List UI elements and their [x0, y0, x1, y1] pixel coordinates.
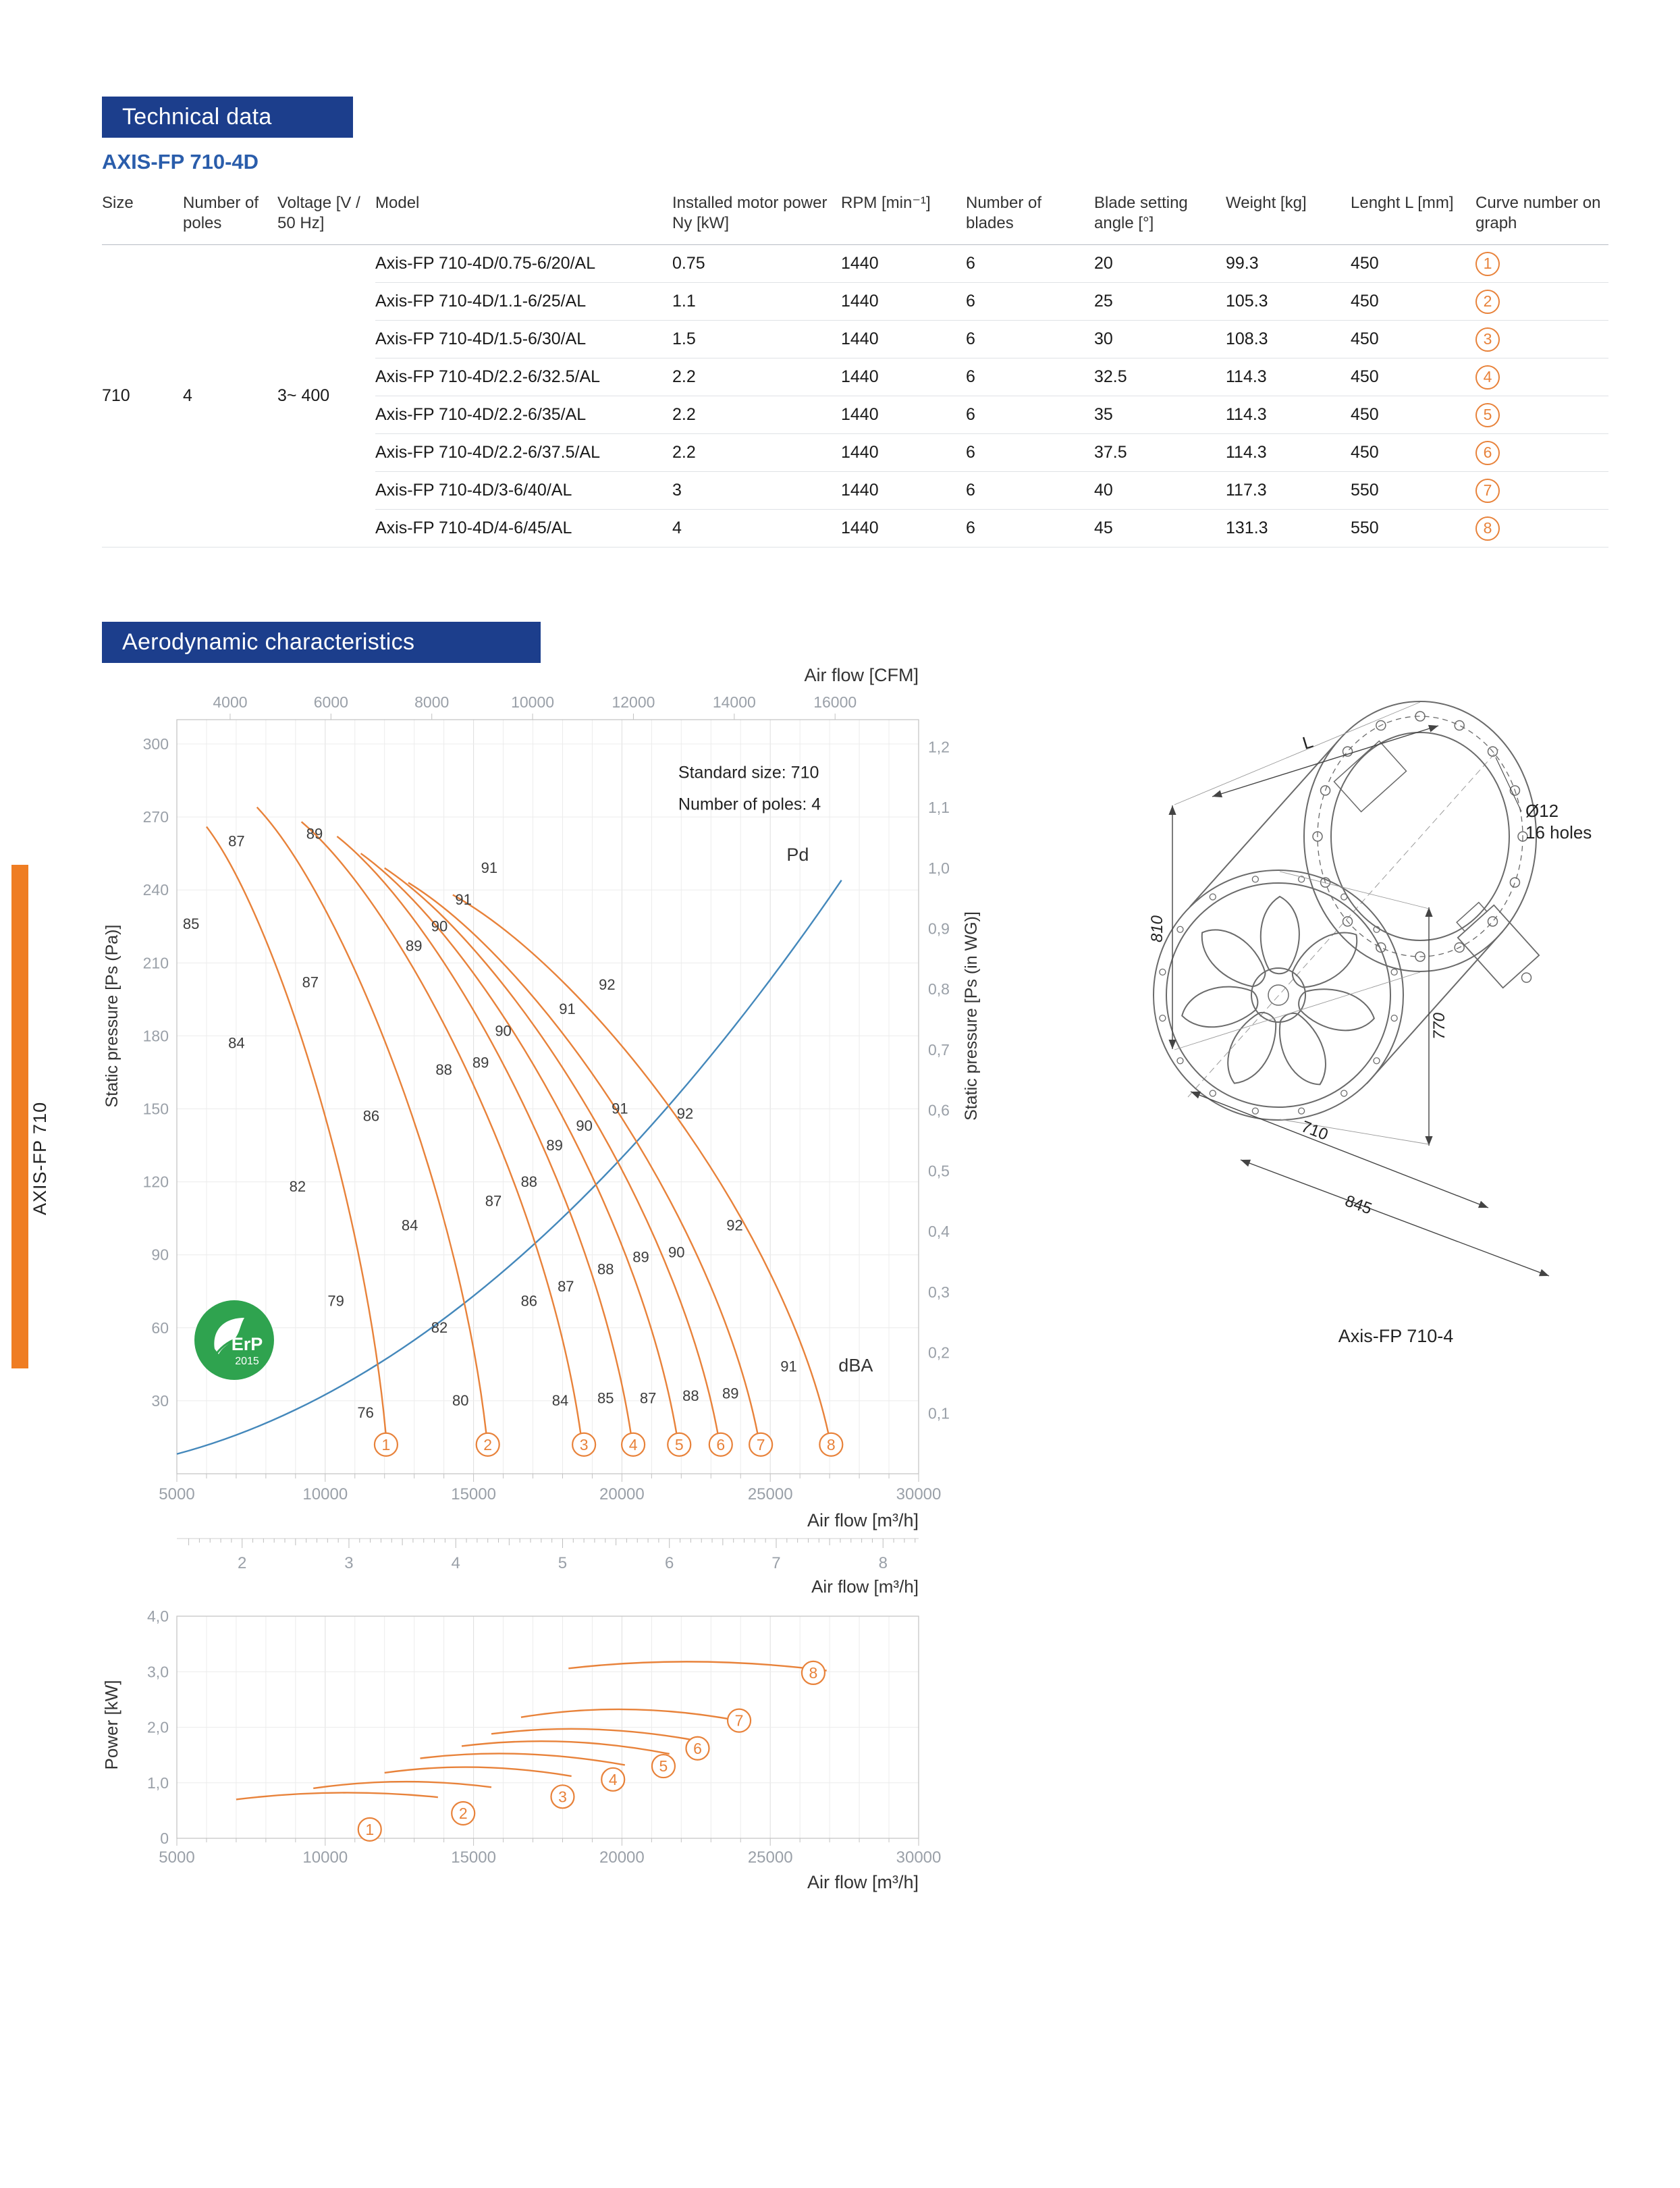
svg-text:0: 0	[160, 1830, 169, 1847]
svg-text:8000: 8000	[414, 693, 450, 711]
svg-text:90: 90	[151, 1246, 169, 1264]
curve-number-badge: 7	[1475, 479, 1500, 503]
ext-770-top	[1280, 872, 1429, 909]
technical-data-title: Technical data	[122, 104, 272, 130]
svg-text:0,4: 0,4	[928, 1223, 950, 1241]
svg-text:90: 90	[668, 1244, 685, 1261]
svg-text:90: 90	[576, 1117, 593, 1134]
svg-text:2: 2	[458, 1804, 468, 1822]
curve-number-badge: 5	[1475, 403, 1500, 427]
aero-banner	[102, 622, 541, 663]
curve-number-badge: 4	[1475, 365, 1500, 390]
column-header: Voltage [V / 50 Hz]	[277, 186, 375, 245]
svg-text:88: 88	[520, 1173, 538, 1190]
terminal-box	[1334, 741, 1406, 812]
svg-text:89: 89	[405, 937, 423, 955]
svg-text:0,9: 0,9	[928, 919, 950, 938]
svg-text:85: 85	[597, 1389, 614, 1407]
curve-number-badge: 8	[1475, 516, 1500, 541]
pressure-flow-chart	[94, 665, 999, 1549]
power-curve-markers	[358, 1661, 825, 1841]
cell-angle: 20	[1094, 245, 1226, 283]
cell-model: Axis-FP 710-4D/3-6/40/AL	[375, 472, 672, 510]
column-header: Weight [kg]	[1226, 186, 1351, 245]
svg-text:87: 87	[228, 832, 245, 850]
cell-curve-number	[1475, 510, 1608, 548]
cell-length: 550	[1351, 510, 1475, 548]
svg-text:0,5: 0,5	[928, 1162, 950, 1180]
cell-weight: 105.3	[1226, 283, 1351, 321]
front-ring	[1166, 883, 1390, 1107]
svg-text:2: 2	[238, 1554, 247, 1572]
cell-rpm: 1440	[841, 283, 966, 321]
svg-text:10000: 10000	[302, 1485, 348, 1503]
cell-blades: 6	[966, 472, 1094, 510]
svg-text:91: 91	[481, 859, 498, 877]
shared-voltage: 3~ 400	[277, 245, 375, 548]
svg-text:91: 91	[612, 1100, 628, 1117]
svg-text:6: 6	[665, 1554, 674, 1572]
cell-rpm: 1440	[841, 396, 966, 434]
svg-text:4,0: 4,0	[147, 1607, 169, 1625]
column-header: RPM [min⁻¹]	[841, 186, 966, 245]
erp-year: 2015	[235, 1356, 259, 1367]
svg-text:15000: 15000	[451, 1485, 496, 1503]
bottom-axis	[159, 1474, 941, 1503]
cell-curve-number	[1475, 396, 1608, 434]
svg-text:1,0: 1,0	[928, 859, 950, 877]
cell-weight: 131.3	[1226, 510, 1351, 548]
secondary-axis-title: Air flow [m³/h]	[811, 1576, 919, 1597]
cell-power: 1.5	[672, 321, 841, 358]
svg-text:86: 86	[520, 1292, 538, 1310]
svg-text:91: 91	[455, 890, 472, 908]
technical-table-body	[102, 245, 1608, 548]
svg-text:25000: 25000	[747, 1848, 793, 1867]
right-axis	[928, 738, 950, 1422]
cell-rpm: 1440	[841, 434, 966, 472]
cell-rpm: 1440	[841, 510, 966, 548]
cell-rpm: 1440	[841, 472, 966, 510]
svg-text:6: 6	[716, 1435, 726, 1453]
cell-power: 2.2	[672, 434, 841, 472]
cell-blades: 6	[966, 321, 1094, 358]
shared-poles: 4	[183, 245, 277, 548]
fan-technical-drawing	[1147, 695, 1620, 1411]
svg-text:8: 8	[878, 1554, 888, 1572]
dba-label: dBA	[838, 1355, 873, 1376]
cell-length: 550	[1351, 472, 1475, 510]
svg-text:14000: 14000	[712, 693, 756, 711]
cell-blades: 6	[966, 358, 1094, 396]
svg-text:5000: 5000	[159, 1848, 195, 1867]
svg-text:3: 3	[579, 1435, 589, 1453]
cell-weight: 108.3	[1226, 321, 1351, 358]
cell-length: 450	[1351, 245, 1475, 283]
svg-text:240: 240	[142, 881, 169, 899]
svg-text:25000: 25000	[747, 1485, 793, 1503]
svg-text:7: 7	[756, 1435, 765, 1453]
curve-number-badge: 2	[1475, 290, 1500, 314]
cell-model: Axis-FP 710-4D/4-6/45/AL	[375, 510, 672, 548]
fan-curve-8	[453, 895, 833, 1454]
poles-note: Number of poles: 4	[678, 795, 821, 814]
power-grid	[177, 1616, 919, 1838]
cell-weight: 114.3	[1226, 396, 1351, 434]
cfm-axis-title: Air flow [CFM]	[804, 665, 919, 685]
cell-rpm: 1440	[841, 321, 966, 358]
table-row	[102, 245, 1608, 283]
cell-power: 2.2	[672, 358, 841, 396]
fan-casing	[1154, 701, 1548, 1120]
casing-line-bottom	[1367, 932, 1502, 1084]
dim-label-810: 810	[1148, 915, 1166, 943]
svg-text:150: 150	[142, 1100, 169, 1118]
dim-label-845: 845	[1343, 1192, 1374, 1219]
svg-text:0,8: 0,8	[928, 980, 950, 998]
power-curve-5	[462, 1741, 670, 1754]
cell-model: Axis-FP 710-4D/2.2-6/35/AL	[375, 396, 672, 434]
leader-holes	[1496, 757, 1521, 811]
svg-text:84: 84	[551, 1392, 569, 1410]
svg-text:90: 90	[495, 1022, 512, 1040]
power-curve-1	[236, 1792, 438, 1799]
left-axis-title: Static pressure [Ps (Pa)]	[103, 924, 121, 1108]
svg-text:91: 91	[559, 1000, 576, 1017]
cell-model: Axis-FP 710-4D/1.1-6/25/AL	[375, 283, 672, 321]
svg-text:7: 7	[771, 1554, 781, 1572]
svg-text:10000: 10000	[302, 1848, 348, 1867]
erp-2015-badge	[192, 1298, 277, 1383]
power-y-axis	[147, 1607, 169, 1847]
bolt-circle-dashed	[1318, 716, 1523, 957]
svg-text:1,2: 1,2	[928, 738, 950, 756]
svg-text:90: 90	[431, 917, 448, 935]
svg-text:5: 5	[674, 1435, 684, 1453]
power-axis-title: Power [kW]	[101, 1680, 121, 1770]
svg-text:89: 89	[546, 1136, 563, 1154]
erp-label: ErP	[231, 1334, 263, 1354]
power-curve-8	[568, 1661, 826, 1670]
shared-size: 710	[102, 245, 183, 548]
cell-blades: 6	[966, 245, 1094, 283]
svg-text:30000: 30000	[896, 1848, 942, 1867]
column-header: Size	[102, 186, 183, 245]
cell-length: 450	[1351, 283, 1475, 321]
cell-model: Axis-FP 710-4D/0.75-6/20/AL	[375, 245, 672, 283]
svg-text:1,1: 1,1	[928, 799, 950, 817]
power-curve-7	[521, 1709, 749, 1723]
svg-text:5000: 5000	[159, 1485, 195, 1503]
column-header: Curve number on graph	[1475, 186, 1608, 245]
svg-text:1,0: 1,0	[147, 1773, 169, 1792]
column-header: Model	[375, 186, 672, 245]
svg-text:92: 92	[599, 976, 616, 993]
svg-text:0,7: 0,7	[928, 1040, 950, 1059]
svg-text:84: 84	[401, 1217, 418, 1234]
cell-curve-number	[1475, 245, 1608, 283]
svg-text:300: 300	[142, 735, 169, 753]
curve-number-badge: 1	[1475, 252, 1500, 276]
front-flange	[1154, 870, 1403, 1120]
cell-model: Axis-FP 710-4D/2.2-6/37.5/AL	[375, 434, 672, 472]
fan-curve-7	[405, 882, 761, 1454]
svg-text:88: 88	[682, 1387, 699, 1404]
cell-length: 450	[1351, 396, 1475, 434]
cell-blades: 6	[966, 510, 1094, 548]
dim-label-770: 770	[1430, 1012, 1448, 1040]
svg-text:3: 3	[558, 1788, 567, 1806]
svg-text:2: 2	[483, 1435, 493, 1453]
standard-size-note: Standard size: 710	[678, 763, 819, 782]
svg-text:20000: 20000	[599, 1848, 645, 1867]
cell-angle: 45	[1094, 510, 1226, 548]
side-accent-bar	[11, 865, 28, 1368]
svg-text:210: 210	[142, 954, 169, 972]
model-subtitle: AXIS-FP 710-4D	[102, 150, 259, 174]
svg-text:4: 4	[608, 1770, 618, 1788]
cell-length: 450	[1351, 358, 1475, 396]
cell-rpm: 1440	[841, 358, 966, 396]
power-curve-3	[385, 1767, 572, 1776]
power-flow-axis-title: Air flow [m³/h]	[807, 1872, 919, 1892]
column-header: Number of blades	[966, 186, 1094, 245]
svg-text:3,0: 3,0	[147, 1663, 169, 1681]
aero-title: Aerodynamic characteristics	[122, 629, 415, 655]
svg-text:89: 89	[632, 1248, 649, 1266]
svg-text:82: 82	[431, 1319, 448, 1337]
right-axis-title: Static pressure [Ps (in WG)]	[962, 911, 981, 1121]
rear-flange-inner	[1331, 732, 1509, 940]
cell-curve-number	[1475, 321, 1608, 358]
dim-line-845	[1241, 1160, 1549, 1276]
svg-text:0,6: 0,6	[928, 1101, 950, 1119]
column-header: Installed motor power Ny [kW]	[672, 186, 841, 245]
cell-weight: 117.3	[1226, 472, 1351, 510]
curve-number-badge: 6	[1475, 441, 1500, 465]
svg-text:89: 89	[722, 1385, 739, 1402]
power-x-axis	[159, 1838, 941, 1867]
column-header: Lenght L [mm]	[1351, 186, 1475, 245]
drawing-caption: Axis-FP 710-4	[1338, 1326, 1454, 1346]
svg-text:1: 1	[381, 1435, 391, 1453]
svg-text:20000: 20000	[599, 1485, 645, 1503]
dim-label-L: L	[1300, 730, 1316, 753]
cell-curve-number	[1475, 434, 1608, 472]
svg-text:30: 30	[151, 1391, 169, 1410]
pd-label: Pd	[786, 844, 809, 865]
svg-text:4000: 4000	[213, 693, 248, 711]
cell-blades: 6	[966, 396, 1094, 434]
svg-text:87: 87	[485, 1192, 502, 1210]
cell-curve-number	[1475, 472, 1608, 510]
svg-text:92: 92	[726, 1217, 743, 1234]
svg-text:5: 5	[558, 1554, 568, 1572]
cell-model: Axis-FP 710-4D/1.5-6/30/AL	[375, 321, 672, 358]
svg-text:86: 86	[362, 1107, 380, 1125]
svg-text:2,0: 2,0	[147, 1718, 169, 1736]
cell-angle: 25	[1094, 283, 1226, 321]
cell-weight: 99.3	[1226, 245, 1351, 283]
cfm-axis	[213, 693, 857, 720]
cell-curve-number	[1475, 358, 1608, 396]
secondary-flow-axis	[177, 1539, 919, 1572]
column-header: Number of poles	[183, 186, 277, 245]
svg-text:87: 87	[558, 1277, 574, 1295]
svg-text:89: 89	[472, 1054, 489, 1071]
casing-line-top	[1190, 741, 1338, 907]
dim-label-710: 710	[1299, 1117, 1331, 1144]
svg-text:120: 120	[142, 1173, 169, 1191]
side-product-label: AXIS-FP 710	[30, 1101, 50, 1215]
svg-text:4: 4	[628, 1435, 638, 1453]
cell-model: Axis-FP 710-4D/2.2-6/32.5/AL	[375, 358, 672, 396]
svg-text:3: 3	[344, 1554, 354, 1572]
cell-power: 2.2	[672, 396, 841, 434]
svg-text:82: 82	[289, 1178, 306, 1196]
svg-text:76: 76	[357, 1404, 374, 1422]
svg-text:79: 79	[327, 1292, 344, 1310]
cell-power: 4	[672, 510, 841, 548]
cell-weight: 114.3	[1226, 358, 1351, 396]
fan-curve-6	[385, 868, 722, 1454]
dimension-lines	[1172, 702, 1549, 1276]
svg-text:89: 89	[306, 825, 323, 843]
svg-text:84: 84	[228, 1034, 245, 1052]
cell-angle: 40	[1094, 472, 1226, 510]
dim-line-710	[1191, 1092, 1488, 1208]
hub-center	[1268, 985, 1289, 1005]
fan-curves	[207, 807, 833, 1454]
flow-axis-title: Air flow [m³/h]	[807, 1510, 919, 1530]
svg-text:0,3: 0,3	[928, 1283, 950, 1301]
cell-angle: 37.5	[1094, 434, 1226, 472]
curve-number-markers	[375, 1433, 842, 1456]
cell-power: 0.75	[672, 245, 841, 283]
svg-text:4: 4	[451, 1554, 460, 1572]
cell-rpm: 1440	[841, 245, 966, 283]
bolt-holes	[1313, 712, 1527, 961]
svg-text:60: 60	[151, 1318, 169, 1337]
svg-text:180: 180	[142, 1027, 169, 1045]
svg-text:88: 88	[597, 1260, 614, 1278]
cell-power: 1.1	[672, 283, 841, 321]
svg-text:92: 92	[676, 1104, 694, 1122]
hole-count-label: 16 holes	[1525, 822, 1592, 843]
svg-text:10000: 10000	[511, 693, 555, 711]
svg-text:0,1: 0,1	[928, 1404, 950, 1422]
svg-text:15000: 15000	[451, 1848, 496, 1867]
svg-text:270: 270	[142, 808, 169, 826]
cell-blades: 6	[966, 283, 1094, 321]
curve-number-badge: 3	[1475, 327, 1500, 352]
power-flow-chart	[94, 1522, 999, 1914]
ext-810-top	[1174, 702, 1420, 805]
svg-text:85: 85	[182, 915, 200, 932]
front-bolt-holes	[1160, 876, 1397, 1114]
cell-length: 450	[1351, 434, 1475, 472]
svg-text:7: 7	[734, 1711, 744, 1730]
svg-text:87: 87	[302, 973, 319, 991]
cell-blades: 6	[966, 434, 1094, 472]
dimension-labels	[1148, 731, 1592, 1346]
column-header: Blade setting angle [°]	[1094, 186, 1226, 245]
svg-text:5: 5	[659, 1757, 668, 1776]
rear-flange	[1304, 701, 1536, 971]
svg-text:30000: 30000	[896, 1485, 942, 1503]
cell-weight: 114.3	[1226, 434, 1351, 472]
power-curve-4	[420, 1753, 624, 1765]
svg-text:91: 91	[780, 1358, 797, 1375]
svg-text:1: 1	[365, 1820, 375, 1838]
svg-text:8: 8	[826, 1435, 836, 1453]
hole-dia-label: Ø12	[1525, 801, 1559, 821]
svg-text:0,2: 0,2	[928, 1343, 950, 1362]
svg-text:87: 87	[639, 1389, 657, 1407]
cell-angle: 30	[1094, 321, 1226, 358]
svg-text:88: 88	[435, 1061, 452, 1079]
svg-text:12000: 12000	[612, 693, 655, 711]
cell-power: 3	[672, 472, 841, 510]
cell-angle: 32.5	[1094, 358, 1226, 396]
cell-curve-number	[1475, 283, 1608, 321]
technical-data-banner	[102, 97, 353, 138]
svg-text:6000: 6000	[313, 693, 348, 711]
left-axis	[143, 735, 169, 1410]
technical-table	[102, 186, 1608, 548]
cell-length: 450	[1351, 321, 1475, 358]
svg-text:16000: 16000	[813, 693, 857, 711]
svg-text:80: 80	[452, 1392, 469, 1410]
technical-table-head	[102, 186, 1608, 245]
cell-angle: 35	[1094, 396, 1226, 434]
svg-text:6: 6	[693, 1739, 702, 1757]
svg-text:8: 8	[809, 1663, 818, 1682]
